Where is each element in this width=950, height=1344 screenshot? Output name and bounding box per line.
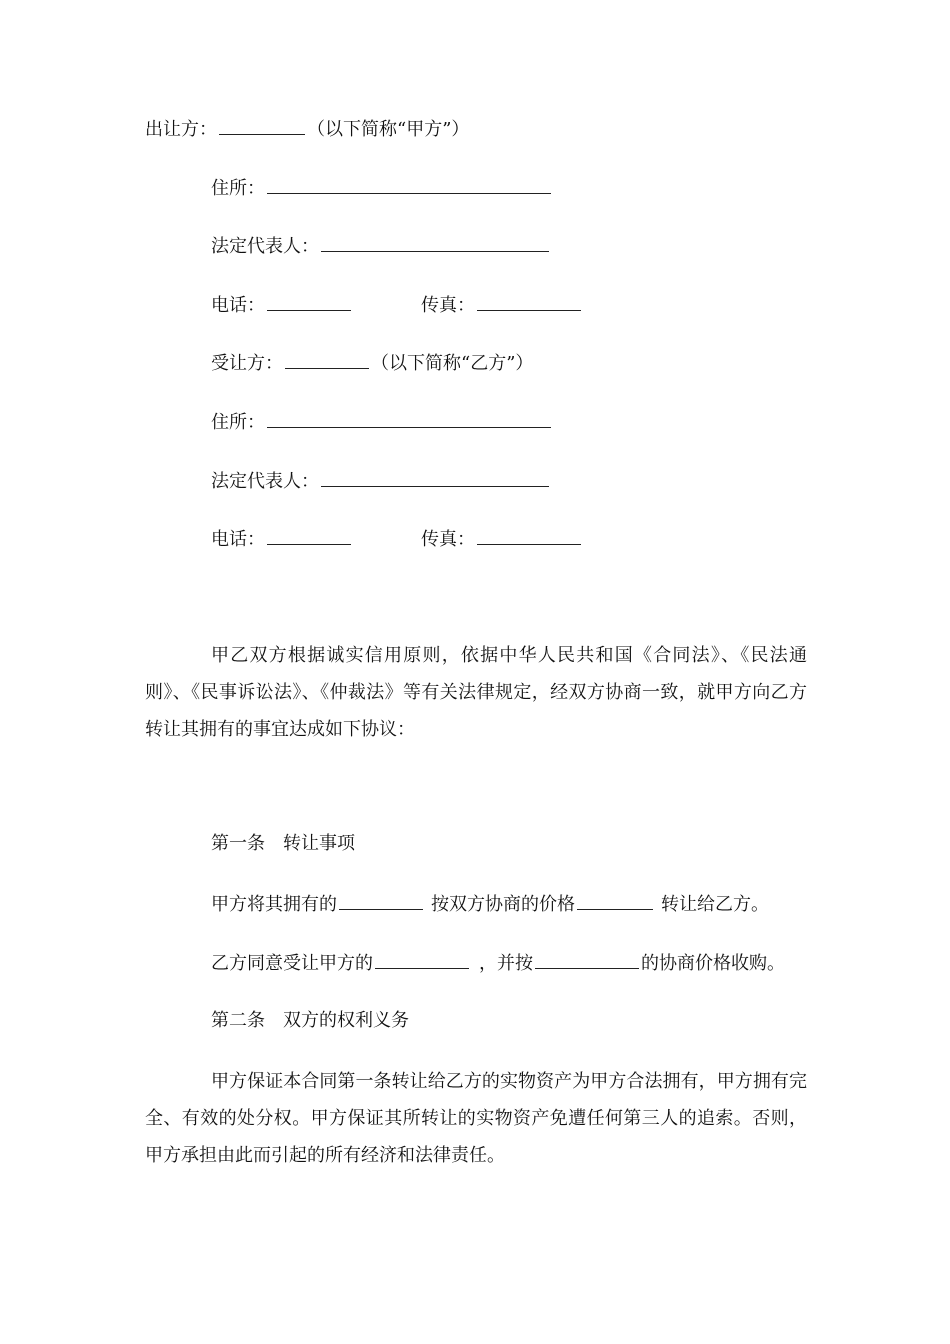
party-b-suffix: （以下简称“乙方”）: [371, 353, 534, 374]
article1-line2-c: 的协商价格收购。: [641, 953, 785, 974]
party-a-phone-line: [211, 292, 353, 316]
party-b-fax-blank[interactable]: [477, 526, 581, 545]
party-a-rep-blank[interactable]: [321, 233, 549, 252]
article1-line1-c: 转让给乙方。: [661, 894, 769, 915]
party-a-suffix: （以下简称“甲方”）: [307, 119, 470, 140]
article1-line2-a: 乙方同意受让甲方的: [211, 953, 373, 974]
party-a-label: 出让方：: [145, 119, 217, 140]
party-a-rep-line: [211, 233, 551, 257]
article1-line1: [211, 891, 769, 915]
party-b-rep-line: [211, 468, 551, 492]
party-a-fax-blank[interactable]: [477, 292, 581, 311]
party-a-address-blank[interactable]: [267, 175, 551, 194]
party-a-name-blank[interactable]: [219, 116, 305, 135]
party-a-line: [145, 116, 469, 140]
party-b-address-line: [211, 409, 553, 433]
article2-body: 甲方保证本合同第一条转让给乙方的实物资产为甲方合法拥有，甲方拥有完全、有效的处分权。甲方保证其所转让的实物资产免遭任何第三人的追索。否则，甲方承担由此而引起的所有经济和法律责任。: [145, 1071, 807, 1166]
party-b-line: [211, 350, 533, 374]
article1-accept-blank[interactable]: [375, 950, 469, 969]
party-b-fax-line: [421, 526, 583, 550]
article1-title: 第一条 转让事项: [211, 833, 355, 854]
party-a-address-label: 住所：: [211, 178, 265, 199]
party-b-fax-label: 传真：: [421, 529, 475, 550]
preamble-paragraph: 甲乙双方根据诚实信用原则，依据中华人民共和国《合同法》、《民法通则》、《民事诉讼法》、《仲裁法》等有关法律规定，经双方协商一致，就甲方向乙方转让其拥有的事宜达成如下协议：: [145, 645, 807, 740]
party-b-name-blank[interactable]: [285, 350, 369, 369]
party-a-rep-label: 法定代表人：: [211, 236, 319, 257]
party-a-address-line: [211, 175, 553, 199]
article2-title: 第二条 双方的权利义务: [211, 1010, 409, 1031]
article1-line1-b: 按双方协商的价格: [431, 894, 575, 915]
party-b-address-label: 住所：: [211, 412, 265, 433]
article1-purchase-price-blank[interactable]: [535, 950, 639, 969]
article1-asset-blank[interactable]: [339, 891, 423, 910]
party-a-fax-label: 传真：: [421, 295, 475, 316]
party-b-rep-label: 法定代表人：: [211, 471, 319, 492]
article1-price-blank[interactable]: [577, 891, 653, 910]
party-b-rep-blank[interactable]: [321, 468, 549, 487]
party-b-phone-blank[interactable]: [267, 526, 351, 545]
party-a-phone-label: 电话：: [211, 295, 265, 316]
party-b-phone-label: 电话：: [211, 529, 265, 550]
article1-line2-b: ，并按: [479, 953, 533, 974]
party-b-address-blank[interactable]: [267, 409, 551, 428]
party-b-phone-line: [211, 526, 353, 550]
party-a-fax-line: [421, 292, 583, 316]
article1-line1-a: 甲方将其拥有的: [211, 894, 337, 915]
article1-line2: [211, 950, 785, 974]
party-b-label: 受让方：: [211, 353, 283, 374]
party-a-phone-blank[interactable]: [267, 292, 351, 311]
